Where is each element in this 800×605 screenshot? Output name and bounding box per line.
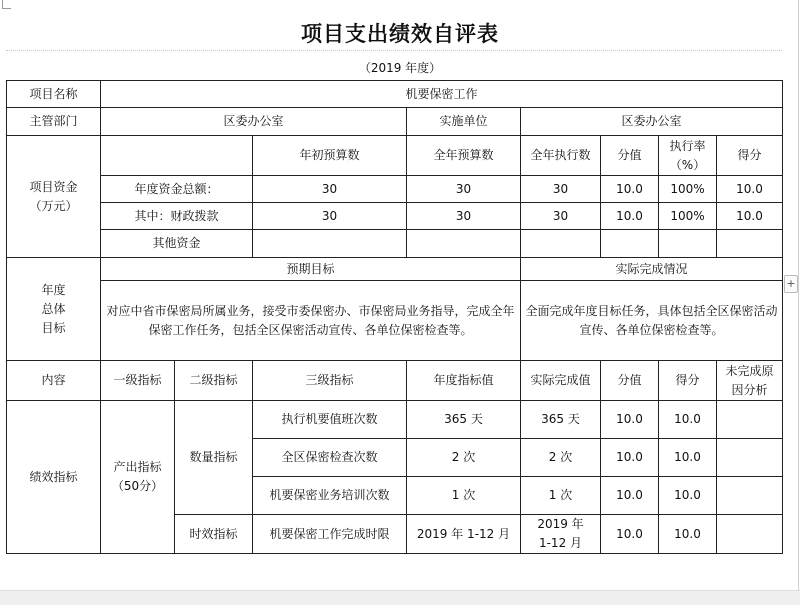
header-exec-rate <box>659 136 717 176</box>
funds-header-blank <box>101 136 253 176</box>
indicator-actual[interactable]: 1 次 <box>521 477 601 515</box>
fund-annual-cell[interactable]: 30 <box>407 203 521 230</box>
goals-label-line: 目标 <box>41 320 66 335</box>
actual-status-header: 实际完成情况 <box>521 258 783 281</box>
fund-initial-cell[interactable]: 30 <box>253 176 407 203</box>
header-content: 内容 <box>7 361 101 401</box>
indicator-actual[interactable]: 2 次 <box>521 439 601 477</box>
project-name-value[interactable]: 机要保密工作 <box>101 81 783 108</box>
level1-line1: 产出指标 <box>113 460 162 474</box>
fund-rate-cell[interactable] <box>659 230 717 258</box>
indicator-reason[interactable] <box>717 439 783 477</box>
fund-rate-cell[interactable]: 100% <box>659 176 717 203</box>
indicator-score[interactable]: 10.0 <box>659 477 717 515</box>
actual-status-text[interactable]: 全面完成年度目标任务，具体包括全区保密活动宣传、各单位保密检查等。 <box>521 281 783 361</box>
level2-quantity-indicator: 数量指标 <box>175 401 253 515</box>
header-level3: 三级指标 <box>253 361 407 401</box>
indicator-reason[interactable] <box>717 477 783 515</box>
goals-label-line: 年度 <box>41 282 66 297</box>
bottom-scroll-area <box>0 590 800 605</box>
indicator-actual-line1: 2019 年 <box>537 517 584 531</box>
page-corner-mark <box>2 0 11 9</box>
fund-score-value-cell[interactable]: 10.0 <box>601 203 659 230</box>
header-annual-budget: 全年预算数 <box>407 136 521 176</box>
fund-score-cell[interactable]: 10.0 <box>717 203 783 230</box>
title-rule <box>6 50 782 51</box>
document-title: 项目支出绩效自评表 <box>301 21 499 46</box>
fund-rate-cell[interactable]: 100% <box>659 203 717 230</box>
project-name-label: 项目名称 <box>7 81 101 108</box>
expected-goal-text[interactable]: 对应中省市保密局所属业务，接受市委保密办、市保密局业务指导，完成全年保密工作任务，包括全区保密活动宣传、各单位保密检查等。 <box>101 281 521 361</box>
indicator-actual[interactable]: 365 天 <box>521 401 601 439</box>
fund-executed-cell[interactable] <box>521 230 601 258</box>
fund-score-cell[interactable] <box>717 230 783 258</box>
indicator-target[interactable]: 2019 年 1-12 月 <box>407 515 521 554</box>
fund-annual-cell[interactable] <box>407 230 521 258</box>
funds-label-line2: （万元） <box>29 198 78 213</box>
indicator-score-value[interactable]: 10.0 <box>601 401 659 439</box>
fund-row-name: 其中：财政拨款 <box>101 203 253 230</box>
indicator-name: 机要保密业务培训次数 <box>253 477 407 515</box>
header-target: 年度指标值 <box>407 361 521 401</box>
fund-annual-cell[interactable]: 30 <box>407 176 521 203</box>
indicator-name: 执行机要值班次数 <box>253 401 407 439</box>
header-score-value: 分值 <box>601 361 659 401</box>
fund-row-name: 其他资金 <box>101 230 253 258</box>
indicator-name: 全区保密检查次数 <box>253 439 407 477</box>
add-row-icon[interactable]: + <box>784 275 798 293</box>
expected-goal-header: 预期目标 <box>101 258 521 281</box>
header-reason <box>717 361 783 401</box>
funds-label <box>7 136 101 258</box>
header-reason-line2: 因分析 <box>731 382 768 397</box>
fund-executed-cell[interactable]: 30 <box>521 176 601 203</box>
fund-initial-cell[interactable] <box>253 230 407 258</box>
level1-output-indicator <box>101 401 175 554</box>
header-actual: 实际完成值 <box>521 361 601 401</box>
indicator-score[interactable]: 10.0 <box>659 439 717 477</box>
indicator-score[interactable]: 10.0 <box>659 515 717 554</box>
header-initial-budget: 年初预算数 <box>253 136 407 176</box>
header-score: 得分 <box>659 361 717 401</box>
fund-initial-cell[interactable]: 30 <box>253 203 407 230</box>
year-subtitle: （2019 年度） <box>358 61 442 75</box>
indicator-score[interactable]: 10.0 <box>659 401 717 439</box>
header-score: 得分 <box>717 136 783 176</box>
performance-table <box>6 80 783 554</box>
dept-value[interactable]: 区委办公室 <box>101 108 407 136</box>
indicator-actual-line2: 1-12 月 <box>538 536 583 550</box>
indicator-target[interactable]: 2 次 <box>407 439 521 477</box>
indicator-reason[interactable] <box>717 515 783 554</box>
impl-value[interactable]: 区委办公室 <box>521 108 783 136</box>
level2-timeliness-indicator: 时效指标 <box>175 515 253 554</box>
indicator-name: 机要保密工作完成时限 <box>253 515 407 554</box>
indicator-target[interactable]: 1 次 <box>407 477 521 515</box>
header-score-value: 分值 <box>601 136 659 176</box>
header-reason-line1: 未完成原 <box>725 363 774 378</box>
indicator-score-value[interactable]: 10.0 <box>601 477 659 515</box>
goals-label <box>7 258 101 361</box>
fund-score-cell[interactable]: 10.0 <box>717 176 783 203</box>
header-exec-rate-line1: 执行率 <box>669 138 706 153</box>
goals-label-line: 总体 <box>41 301 66 316</box>
fund-score-value-cell[interactable]: 10.0 <box>601 176 659 203</box>
indicator-target[interactable]: 365 天 <box>407 401 521 439</box>
indicator-actual[interactable] <box>521 515 601 554</box>
funds-label-line1: 项目资金 <box>29 179 78 194</box>
header-level2: 二级指标 <box>175 361 253 401</box>
header-level1: 一级指标 <box>101 361 175 401</box>
header-annual-executed: 全年执行数 <box>521 136 601 176</box>
header-exec-rate-line2: （%） <box>669 157 706 172</box>
indicator-score-value[interactable]: 10.0 <box>601 439 659 477</box>
fund-row-name: 年度资金总额： <box>101 176 253 203</box>
indicator-score-value[interactable]: 10.0 <box>601 515 659 554</box>
fund-executed-cell[interactable]: 30 <box>521 203 601 230</box>
dept-label: 主管部门 <box>7 108 101 136</box>
fund-score-value-cell[interactable] <box>601 230 659 258</box>
impl-label: 实施单位 <box>407 108 521 136</box>
indicator-reason[interactable] <box>717 401 783 439</box>
indicators-section-label: 绩效指标 <box>7 401 101 554</box>
level1-line2: （50分） <box>111 479 164 493</box>
